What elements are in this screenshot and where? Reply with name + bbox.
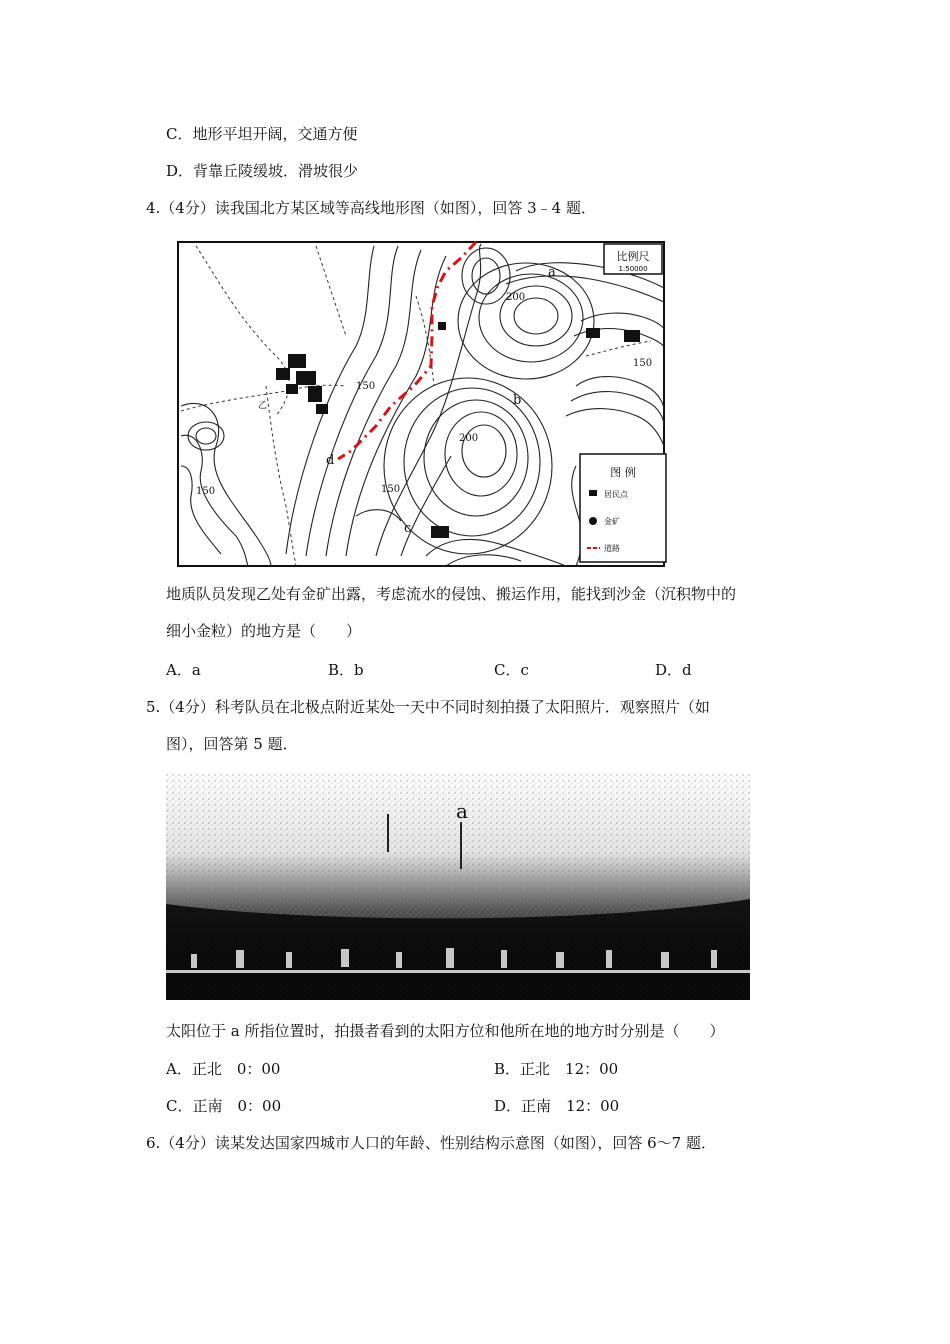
map-label-a: a (548, 265, 556, 280)
q4-option-d: D．d (655, 661, 692, 679)
scale-value: 1:50000 (618, 265, 648, 273)
contour-label-150-b: 150 (381, 484, 401, 495)
contour-label-150-a: 150 (356, 381, 376, 392)
contour-label-200-b: 200 (459, 433, 479, 444)
sun-photo (166, 774, 750, 1000)
map-label-c: c (404, 521, 412, 536)
q5-option-b: B．正北 12：00 (494, 1060, 619, 1078)
legend-item-road: 道路 (604, 544, 620, 553)
q4-question-line2: 细小金粒）的地方是（ ） (166, 622, 362, 640)
q5-option-c: C．正南 0：00 (166, 1097, 282, 1115)
q4-option-b: B．b (328, 661, 364, 679)
scale-title: 比例尺 (616, 250, 650, 263)
photo-label-a: a (456, 799, 468, 823)
contour-label-150-c: 150 (196, 486, 216, 497)
q5-stem-line1: 5.（4分）科考队员在北极点附近某处一天中不同时刻拍摄了太阳照片．观察照片（如 (146, 698, 710, 716)
q3-option-c: C．地形平坦开阔，交通方便 (166, 125, 358, 143)
q5-option-d: D．正南 12：00 (494, 1097, 620, 1115)
contour-label-200-a: 200 (506, 292, 526, 303)
map-label-yi: 乙 (258, 401, 268, 411)
q3-option-d: D．背靠丘陵缓坡．滑坡很少 (166, 162, 359, 180)
q6-stem: 6.（4分）读某发达国家四城市人口的年龄、性别结构示意图（如图），回答 6～7 题． (146, 1134, 716, 1152)
legend-goldmine-icon (589, 517, 597, 525)
sun-photo-svg (166, 774, 750, 1000)
contour-label-150-d: 150 (633, 358, 653, 369)
legend-item-settlement: 居民点 (604, 490, 628, 499)
legend-item-goldmine: 金矿 (604, 517, 620, 526)
legend-title: 图 例 (610, 466, 636, 479)
contour-map (176, 236, 668, 568)
q5-option-a: A．正北 0：00 (166, 1060, 281, 1078)
map-label-d: d (326, 453, 335, 468)
legend-settlement-icon (589, 490, 597, 496)
map-label-b: b (513, 393, 522, 408)
contour-map-svg (176, 236, 668, 568)
q4-option-c: C．c (494, 661, 529, 679)
q5-stem-line2: 图），回答第 5 题． (166, 735, 298, 753)
q4-question-line1: 地质队员发现乙处有金矿出露，考虑流水的侵蚀、搬运作用，能找到沙金（沉积物中的 (166, 585, 737, 603)
q5-question: 太阳位于 a 所指位置时，拍摄者看到的太阳方位和他所在地的地方时分别是（ ） (166, 1022, 725, 1040)
q4-stem: 4.（4分）读我国北方某区域等高线地形图（如图），回答 3﹣4 题． (146, 199, 596, 217)
q4-option-a: A．a (166, 661, 201, 679)
